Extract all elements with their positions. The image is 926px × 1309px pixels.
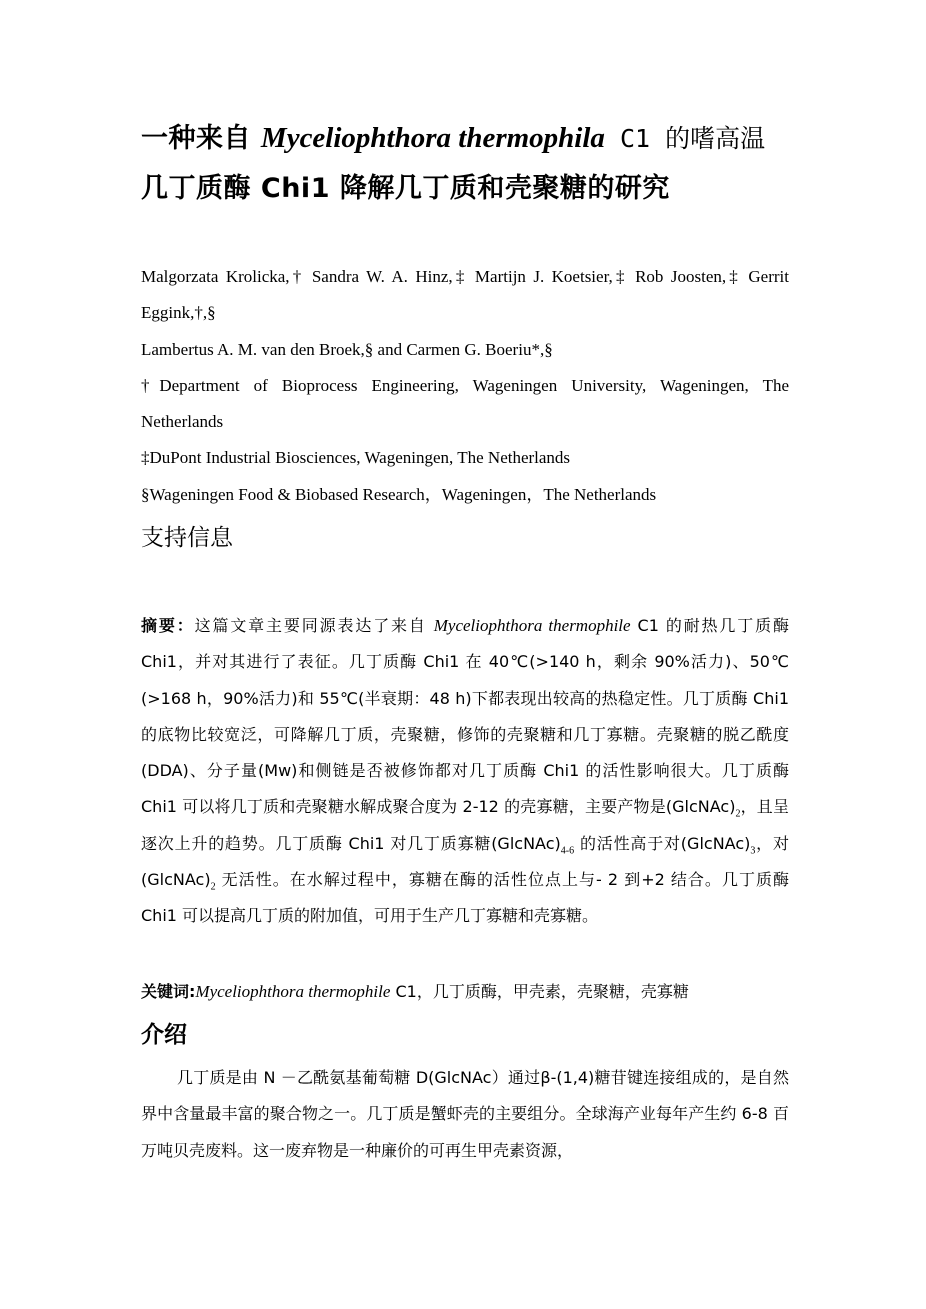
supporting-info-heading: 支持信息 bbox=[141, 525, 233, 551]
paper-title bbox=[141, 113, 801, 214]
keywords: 关键词:Myceliophthora thermophile C1，几丁质酶，甲壳素，壳聚糖，壳寡糖 bbox=[141, 982, 689, 1001]
abstract-label: 摘要： bbox=[141, 616, 195, 635]
keywords-label: 关键词: bbox=[141, 982, 196, 1001]
affiliation-1: †Department of Bioprocess Engineering, Wageningen University, Wageningen, The Netherlands bbox=[141, 375, 789, 432]
author-list-1: Malgorzata Krolicka,† Sandra W. A. Hinz,‡ Martijn J. Koetsier,‡ Rob Joosten,‡ Gerrit Eggink,†,§ bbox=[141, 267, 789, 323]
affiliation-2: ‡DuPont Industrial Biosciences, Wageningen, The Netherlands bbox=[141, 448, 571, 468]
author-list-2: Lambertus A. M. van den Broek,§ and Carmen G. Boeriu*,§ bbox=[141, 339, 553, 359]
introduction-heading: 介绍 bbox=[141, 1022, 187, 1048]
title-line2: 几丁质酶 Chi1 降解几丁质和壳聚糖的研究 bbox=[141, 173, 670, 204]
title-part2: C1 的嗜高温 bbox=[604, 124, 766, 153]
title-species: Myceliophthora thermophila bbox=[260, 122, 605, 154]
title-part1: 一种来自 bbox=[141, 123, 261, 154]
introduction-paragraph: 几丁质是由 N －乙酰氨基葡萄糖 D(GlcNAc）通过β-(1,4)糖苷键连接组成的，是自然界中含量最丰富的聚合物之一。几丁质是蟹虾壳的主要组分。全球海产业每年产生约 6-8 百万吨贝壳废料。这一废弃物是一种廉价的可再生甲壳素资源， bbox=[141, 1068, 789, 1160]
author-block bbox=[141, 259, 789, 513]
abstract: 摘要：这篇文章主要同源表达了来自 Myceliophthora thermophile C1 的耐热几丁质酶 Chi1，并对其进行了表征。几丁质酶 Chi1 在 40℃(>140 h，剩余 90%活力)、50℃(>168 h，90%活力)和 55℃(半衰期：48 h)下都表现出较高的热稳定性。几丁质酶 Chi1 的底物比较宽泛，可降解几丁质，壳聚糖，修饰的壳聚糖和几丁寡糖。壳聚糖的脱乙酰度(DDA)、分子量(Mw)和侧链是否被修饰都对几丁质酶 Chi1 的活性影响很大。几丁质酶 Chi1 可以将几丁质和壳聚糖水解成聚合度为 2-12 的壳寡糖，主要产物是$(GlcNAc)_2$，且呈逐次上升的趋势。几丁质酶 Chi1 对几丁质寡糖$(GlcNAc)_{4-6}$ 的活性高于对$(GlcNAc)_3$，对$(GlcNAc)_2$ 无活性。在水解过程中，寡糖在酶的活性位点上与- 2 到+2 结合。几丁质酶 Chi1 可以提高几丁质的附加值，可用于生产几丁寡糖和壳寡糖。 bbox=[141, 616, 789, 926]
affiliation-3: §Wageningen Food & Biobased Research，Wageningen，The Netherlands bbox=[141, 484, 657, 504]
